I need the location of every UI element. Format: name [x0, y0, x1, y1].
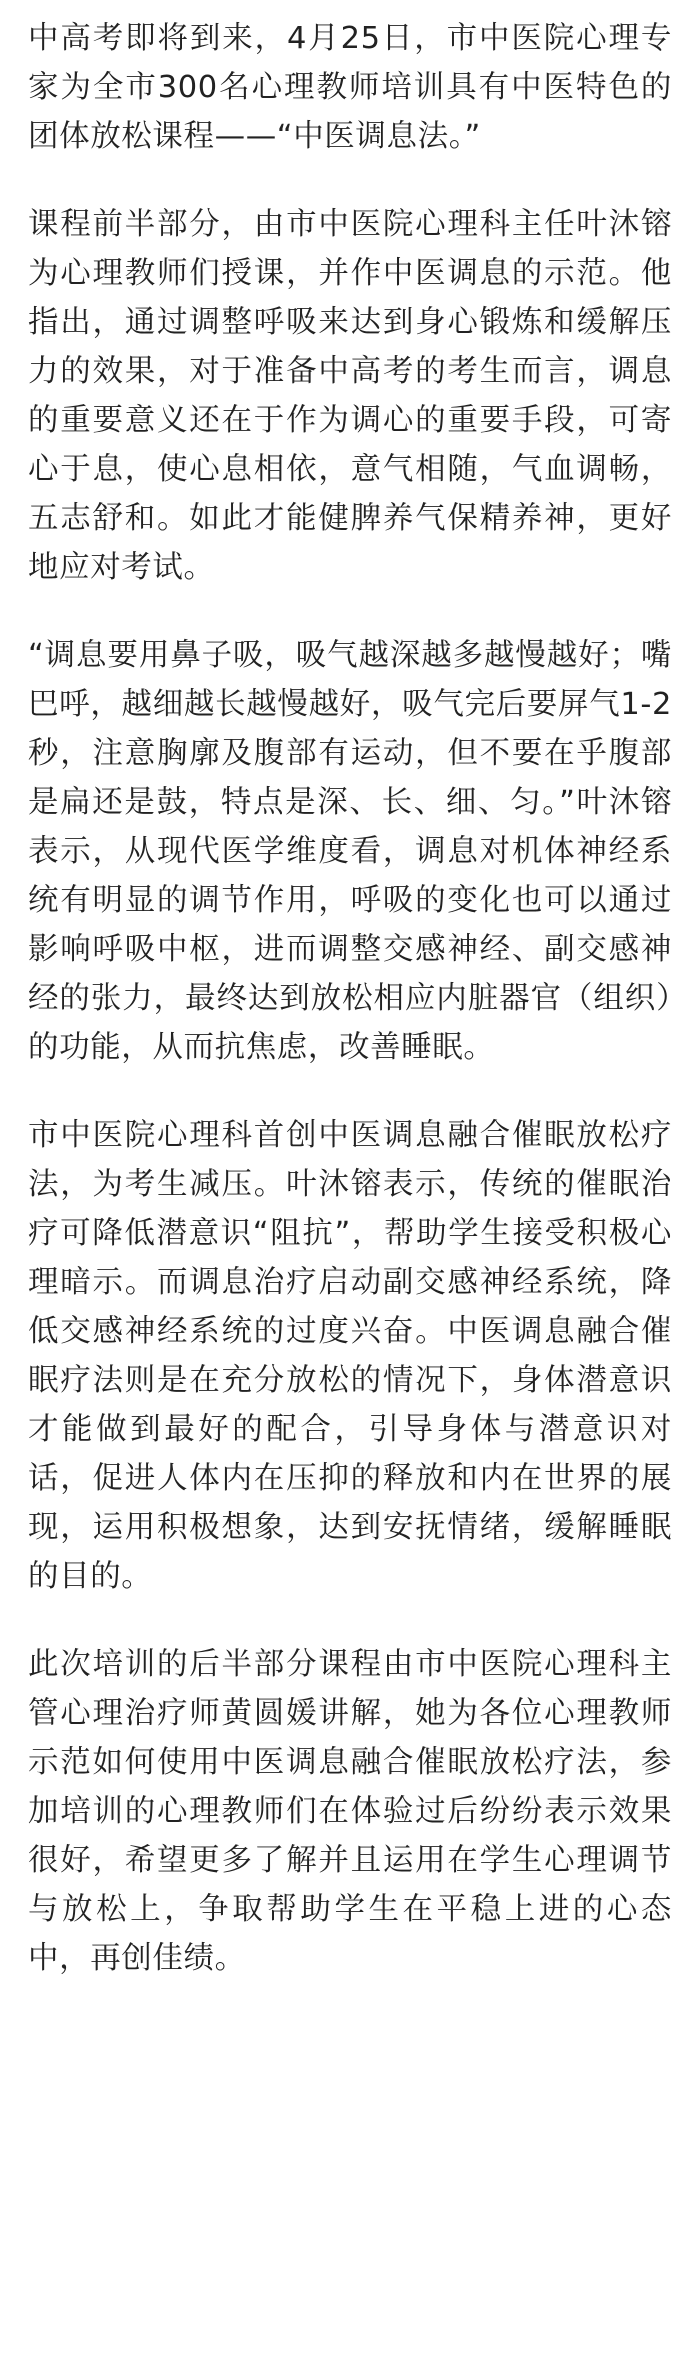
paragraph-course-second-half: 此次培训的后半部分课程由市中医院心理科主管心理治疗师黄圆媛讲解，她为各位心理教师示范如何使用中医调息融合催眠放松疗法，参加培训的心理教师们在体验过后纷纷表示效果很好，希望更多了解并且运用在学生心理调节与放松上，争取帮助学生在平稳上进的心态中，再创佳绩。	[28, 1647, 672, 1976]
paragraph-intro: 中高考即将到来，4月25日，市中医院心理专家为全市300名心理教师培训具有中医特色的团体放松课程——“中医调息法。”	[28, 21, 672, 154]
paragraph-breathing-method: “调息要用鼻子吸，吸气越深越多越慢越好；嘴巴呼，越细越长越慢越好，吸气完后要屏气1-2秒，注意胸廓及腹部有运动，但不要在乎腹部是扁还是鼓，特点是深、长、细、匀。”叶沐镕表示，从现代医学维度看，调息对机体神经系统有明显的调节作用，呼吸的变化也可以通过影响呼吸中枢，进而调整交感神经、副交感神经的张力，最终达到放松相应内脏器官（组织）的功能，从而抗焦虑，改善睡眠。	[28, 638, 672, 1065]
paragraph-hypnosis-therapy: 市中医院心理科首创中医调息融合催眠放松疗法，为考生减压。叶沐镕表示，传统的催眠治疗可降低潜意识“阻抗”，帮助学生接受积极心理暗示。而调息治疗启动副交感神经系统，降低交感神经系统的过度兴奋。中医调息融合催眠疗法则是在充分放松的情况下，身体潜意识才能做到最好的配合，引导身体与潜意识对话，促进人体内在压抑的释放和内在世界的展现，运用积极想象，达到安抚情绪，缓解睡眠的目的。	[28, 1118, 672, 1594]
paragraph-course-first-half: 课程前半部分，由市中医院心理科主任叶沐镕为心理教师们授课，并作中医调息的示范。他指出，通过调整呼吸来达到身心锻炼和缓解压力的效果，对于准备中高考的考生而言，调息的重要意义还在于作为调心的重要手段，可寄心于息，使心息相依，意气相随，气血调畅，五志舒和。如此才能健脾养气保精养神，更好地应对考试。	[28, 207, 672, 585]
